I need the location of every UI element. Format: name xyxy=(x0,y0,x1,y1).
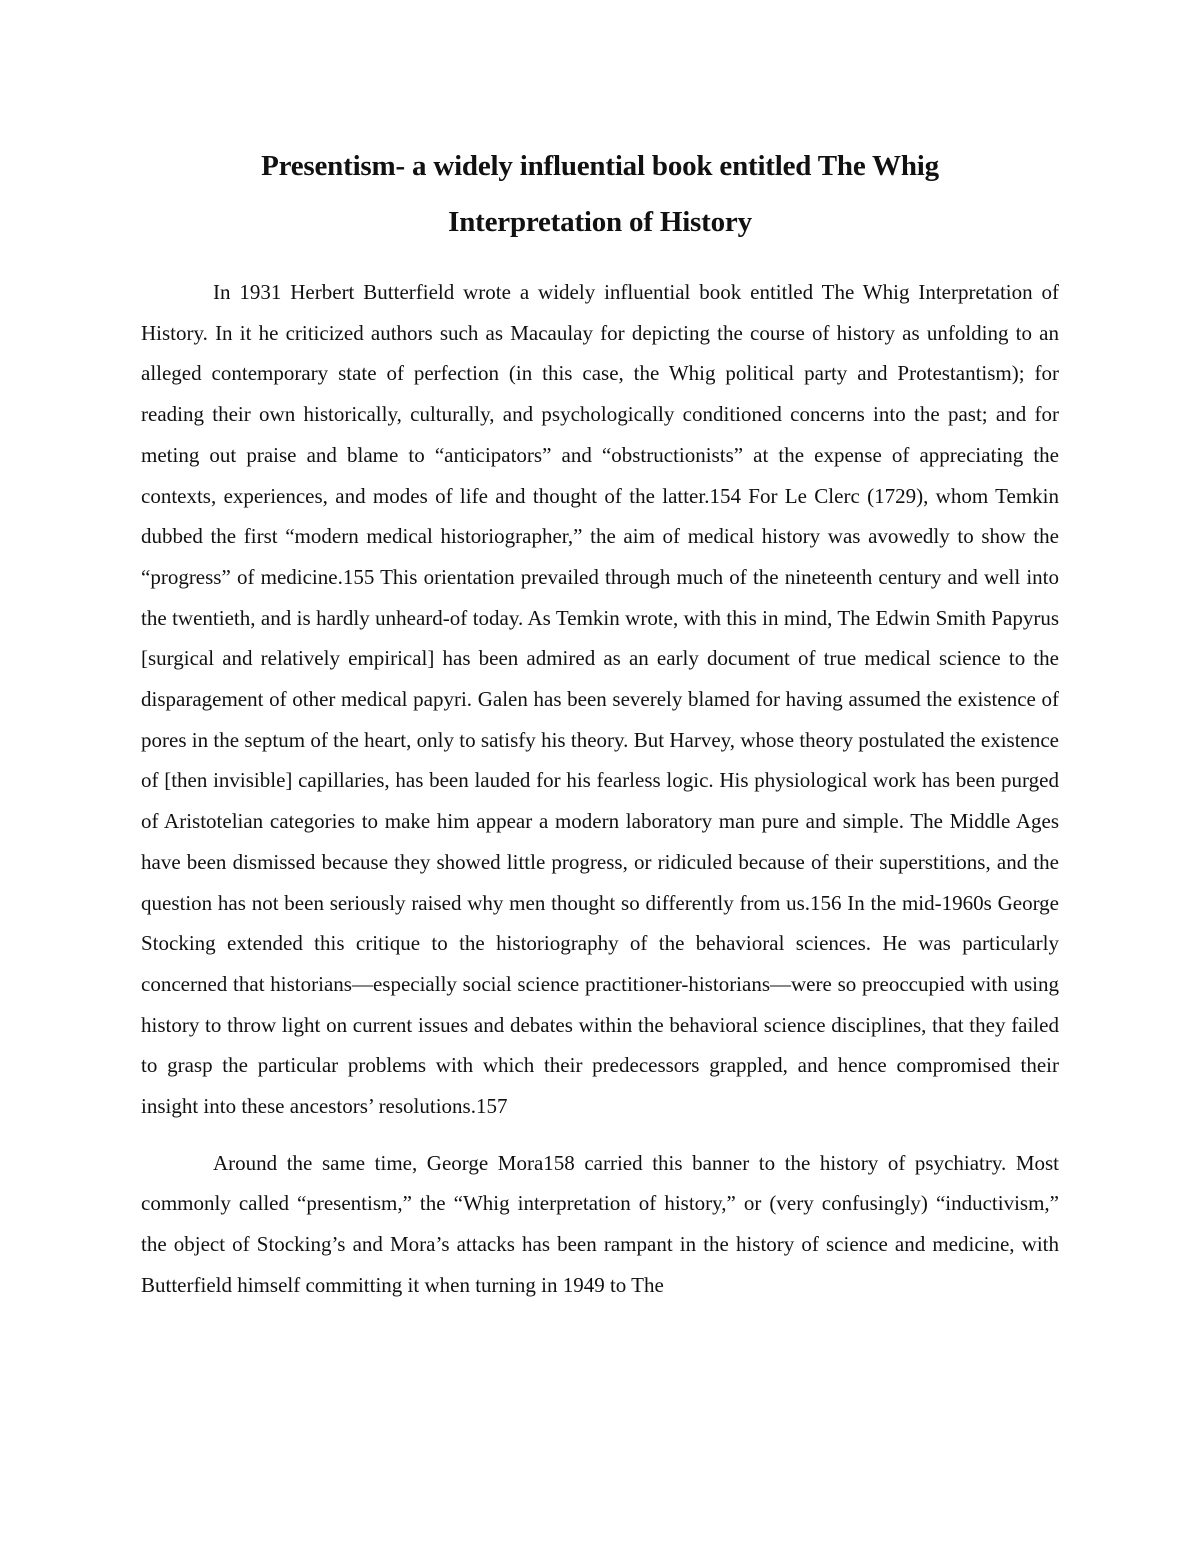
document-title xyxy=(141,138,1059,250)
title-line-2: Interpretation of History xyxy=(448,206,752,238)
document-page xyxy=(141,138,1059,1306)
body-paragraph-2: Around the same time, George Mora158 carried this banner to the history of psychiatry. Most commonly called “presentism,” the “Whig interpretation of history,” or (very confusingly) “inductivism,” the object of Stocking’s and Mora’s attacks has been rampant in the history of science and medicine, with Butterfield himself committing it when turning in 1949 to The xyxy=(141,1150,1059,1297)
title-line-1: Presentism- a widely influential book entitled The Whig xyxy=(261,150,939,182)
body-paragraph-1: In 1931 Herbert Butterfield wrote a widely influential book entitled The Whig Interpretation of History. In it he criticized authors such as Macaulay for depicting the course of history as unfolding to an alleged contemporary state of perfection (in this case, the Whig political party and Protestantism); for reading their own historically, culturally, and psychologically conditioned concerns into the past; and for meting out praise and blame to “anticipators” and “obstructionists” at the expense of appreciating the contexts, experiences, and modes of life and thought of the latter.154 For Le Clerc (1729), whom Temkin dubbed the first “modern medical historiographer,” the aim of medical history was avowedly to show the “progress” of medicine.155 This orientation prevailed through much of the nineteenth century and well into the twentieth, and is hardly unheard-of today. As Temkin wrote, with this in mind, The Edwin Smith Papyrus [surgical and relatively empirical] has been admired as an early document of true medical science to the disparagement of other medical papyri. Galen has been severely blamed for having assumed the existence of pores in the septum of the heart, only to satisfy his theory. But Harvey, whose theory postulated the existence of [then invisible] capillaries, has been lauded for his fearless logic. His physiological work has been purged of Aristotelian categories to make him appear a modern laboratory man pure and simple. The Middle Ages have been dismissed because they showed little progress, or ridiculed because of their superstitions, and the question has not been seriously raised why men thought so differently from us.156 In the mid-1960s George Stocking extended this critique to the historiography of the behavioral sciences. He was particularly concerned that historians—especially social science practitioner-historians—were so preoccupied with using history to throw light on current issues and debates within the behavioral science disciplines, that they failed to grasp the particular problems with which their predecessors grappled, and hence compromised their insight into these ancestors’ resolutions.157 xyxy=(141,280,1059,1119)
